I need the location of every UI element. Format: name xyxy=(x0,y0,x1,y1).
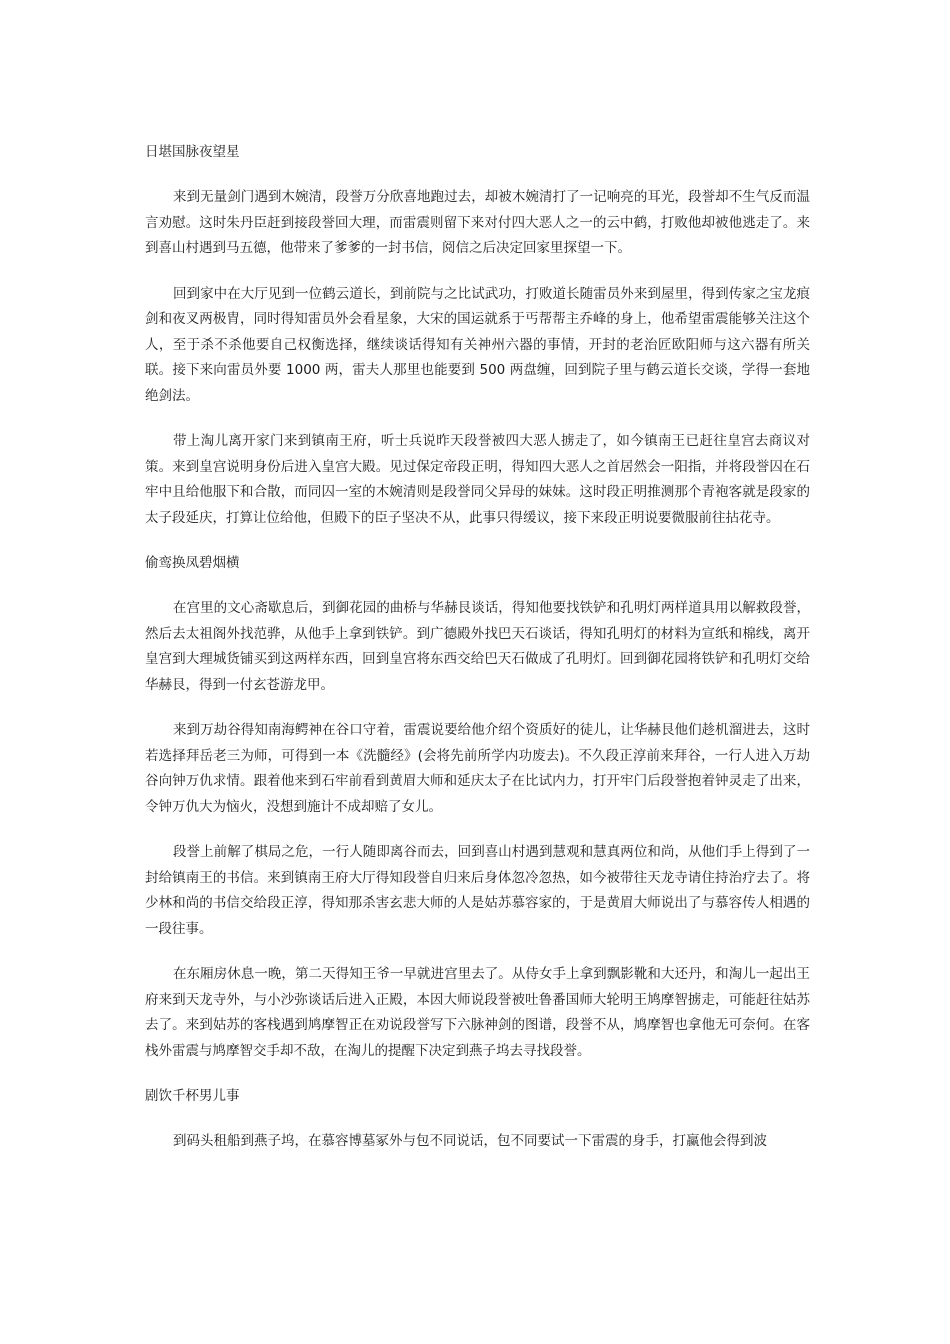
paragraph: 来到万劫谷得知南海鳄神在谷口守着，雷震说要给他介绍个资质好的徒儿，让华赫艮他们趁机溜进去，这时若选择拜岳老三为师，可得到一本《洗髓经》(会将先前所学内功废去)。不久段正淳前来拜谷，一行人进入万劫谷向钟万仇求情。跟着他来到石牢前看到黄眉大师和延庆太子在比试内力，打开牢门后段誉抱着钟灵走了出来，令钟万仇大为恼火，没想到施计不成却赔了女儿。 xyxy=(145,722,810,815)
paragraph: 带上淘儿离开家门来到镇南王府，听士兵说昨天段誉被四大恶人掳走了，如今镇南王已赶往皇宫去商议对策。来到皇宫说明身份后进入皇宫大殿。见过保定帝段正明，得知四大恶人之首居然会一阳指，并将段誉囚在石牢中且给他服下和合散，而同囚一室的木婉清则是段誉同父异母的妹妹。这时段正明推测那个青袍客就是段家的太子段延庆，打算让位给他，但殿下的臣子坚决不从，此事只得缓议，接下来段正明说要微服前往拈花寺。 xyxy=(145,433,810,526)
section-heading: 日堪国脉夜望星 xyxy=(145,144,240,160)
paragraph: 来到无量剑门遇到木婉清，段誉万分欣喜地跑过去，却被木婉清打了一记响亮的耳光，段誉却不生气反而温言劝慰。这时朱丹臣赶到接段誉回大理，而雷震则留下来对付四大恶人之一的云中鹤，打败他却被他逃走了。来到喜山村遇到马五德，他带来了爹爹的一封书信，阅信之后决定回家里探望一下。 xyxy=(145,189,810,256)
paragraph: 回到家中在大厅见到一位鹤云道长，到前院与之比试武功，打败道长随雷员外来到屋里，得到传家之宝龙痕剑和夜叉两极胄，同时得知雷员外会看星象，大宋的国运就系于丐帮帮主乔峰的身上，他希望雷震能够关注这个人，至于杀不杀他要自己权衡选择，继续谈话得知有关神州六器的事情，开封的老治匠欧阳师与这六器有所关联。接下来向雷员外要 1000 两，雷夫人那里也能要到 500 两盘缠，回到院子里与鹤云道长交谈，学得一套地绝剑法。 xyxy=(145,285,810,404)
paragraph: 在东厢房休息一晚，第二天得知王爷一早就进宫里去了。从侍女手上拿到飘影靴和大还丹，和淘儿一起出王府来到天龙寺外，与小沙弥谈话后进入正殿，本因大师说段誉被吐鲁番国师大轮明王鸠摩智掳走，可能赶往姑苏去了。来到姑苏的客栈遇到鸠摩智正在劝说段誉写下六脉神剑的图谱，段誉不从，鸠摩智也拿他无可奈何。在客栈外雷震与鸠摩智交手却不敌，在淘儿的提醒下决定到燕子坞去寻找段誉。 xyxy=(145,966,810,1059)
section-heading: 偷鸾换凤碧烟横 xyxy=(145,555,240,571)
section-heading: 剧饮千杯男儿事 xyxy=(145,1088,240,1104)
paragraph: 到码头租船到燕子坞，在慕容博墓冢外与包不同说话，包不同要试一下雷震的身手，打赢他会得到波 xyxy=(173,1133,767,1149)
paragraph: 段誉上前解了棋局之危，一行人随即离谷而去，回到喜山村遇到慧观和慧真两位和尚，从他们手上得到了一封给镇南王的书信。来到镇南王府大厅得知段誉自归来后身体忽冷忽热，如今被带往天龙寺请住持治疗去了。将少林和尚的书信交给段正淳，得知那杀害玄悲大师的人是姑苏慕容家的，于是黄眉大师说出了与慕容传人相遇的一段往事。 xyxy=(145,844,810,937)
paragraph: 在宫里的文心斋歇息后，到御花园的曲桥与华赫艮谈话，得知他要找铁铲和孔明灯两样道具用以解救段誉，然后去太祖阁外找范骅，从他手上拿到铁铲。到广德殿外找巴天石谈话，得知孔明灯的材料为宣纸和棉线，离开皇宫到大理城货铺买到这两样东西，回到皇宫将东西交给巴天石做成了孔明灯。回到御花园将铁铲和孔明灯交给华赫艮，得到一付玄苍游龙甲。 xyxy=(145,600,810,693)
document-page xyxy=(145,140,810,1155)
